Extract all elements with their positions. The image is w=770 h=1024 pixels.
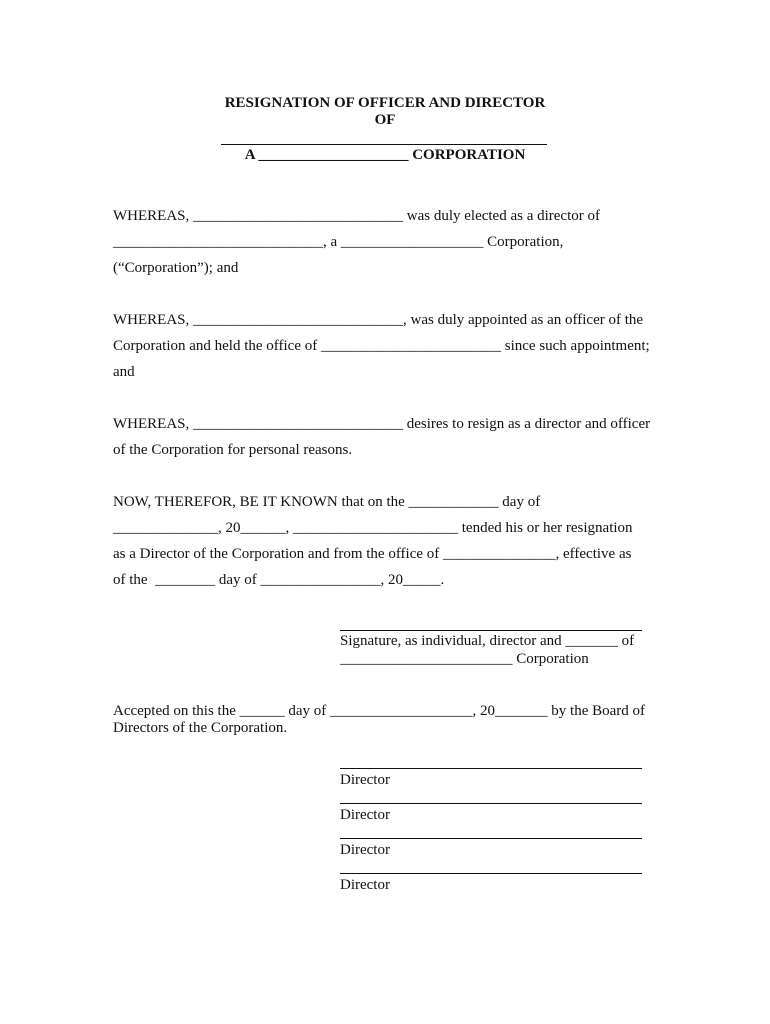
paragraph-1-line-1: WHEREAS, ____________________________ was duly elected as a director of xyxy=(113,208,600,224)
paragraph-4-line-4: of the ________ day of ________________, 20_____. xyxy=(113,572,445,588)
director-label: Director xyxy=(340,877,390,893)
signature-line xyxy=(340,630,642,631)
paragraph-4-line-3: as a Director of the Corporation and from the office of _______________, effective as xyxy=(113,546,632,562)
paragraph-4-line-2: ______________, 20______, ______________________ tended his or her resignation xyxy=(113,520,633,536)
corporation-name-line xyxy=(221,144,547,145)
director-signature-line xyxy=(340,838,642,839)
director-label: Director xyxy=(340,772,390,788)
document-title: RESIGNATION OF OFFICER AND DIRECTOR xyxy=(224,95,546,111)
director-signature-line xyxy=(340,803,642,804)
paragraph-1-line-2: ____________________________, a ___________________ Corporation, xyxy=(113,234,564,250)
director-label: Director xyxy=(340,842,390,858)
acceptance-line-2: Directors of the Corporation. xyxy=(113,720,288,736)
director-signature-line xyxy=(340,873,642,874)
document-subtitle: A ____________________ CORPORATION xyxy=(244,147,526,163)
paragraph-2-line-1: WHEREAS, ____________________________, was duly appointed as an officer of the xyxy=(113,312,644,328)
paragraph-1-line-3: (“Corporation”); and xyxy=(113,260,239,276)
document-title-of: OF xyxy=(374,112,396,128)
signature-caption-line-1: Signature, as individual, director and _______ of xyxy=(340,633,635,649)
paragraph-3-line-1: WHEREAS, ____________________________ desires to resign as a director and officer xyxy=(113,416,651,432)
paragraph-3-line-2: of the Corporation for personal reasons. xyxy=(113,442,353,458)
signature-caption-line-2: _______________________ Corporation xyxy=(340,651,589,667)
paragraph-2-line-2: Corporation and held the office of ________________________ since such appointment; xyxy=(113,338,650,354)
director-label: Director xyxy=(340,807,390,823)
director-signature-line xyxy=(340,768,642,769)
paragraph-4-line-1: NOW, THEREFOR, BE IT KNOWN that on the ____________ day of xyxy=(113,494,541,510)
paragraph-2-line-3: and xyxy=(113,364,135,380)
acceptance-line-1: Accepted on this the ______ day of ___________________, 20_______ by the Board of xyxy=(113,703,646,719)
